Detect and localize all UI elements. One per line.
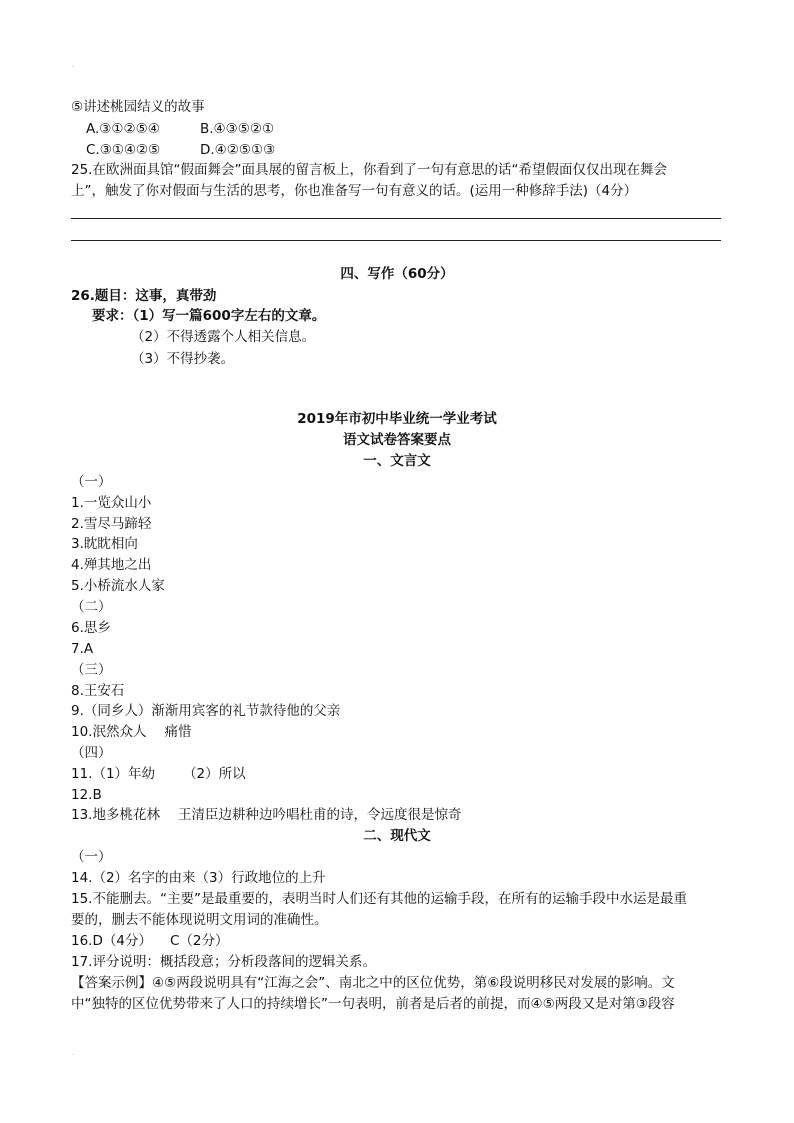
- answer-title-1: 2019年市初中毕业统一学业考试: [297, 411, 497, 427]
- answer-16a: 16.D（4分）: [71, 933, 152, 949]
- section-classical: 一、文言文: [363, 453, 431, 469]
- answer-7: 7.A: [71, 641, 94, 657]
- answer-16: [71, 932, 228, 950]
- answer-title-2: 语文试卷答案要点: [343, 432, 451, 448]
- option-a: A.③①②⑤④: [86, 121, 160, 137]
- answer-4: 4.殚其地之出: [71, 557, 152, 573]
- requirement-1: [92, 307, 325, 325]
- answer-11b: （2）所以: [183, 766, 246, 782]
- answer-13: [71, 806, 461, 824]
- option-d: D.④②⑤①③: [200, 142, 276, 158]
- q24-options-row1: [86, 120, 274, 138]
- answer-11a: 11.（1）年幼: [71, 766, 156, 782]
- answer-11: [71, 765, 246, 783]
- q25-line1: 25.在欧洲面具馆“假面舞会”面具展的留言板上，你看到了一句有意思的话“希望假面仅仅出现在舞会: [71, 162, 667, 178]
- page-dot-bottom: .: [72, 1050, 74, 1057]
- answer-10: [71, 723, 191, 741]
- answer-9: 9.（同乡人）渐渐用宾客的礼节款待他的父亲: [71, 703, 341, 719]
- answer-10b: 痛惜: [164, 724, 192, 740]
- answer-16b: C（2分）: [169, 933, 229, 949]
- requirement-label: 要求：（1）写一篇600字左右的文章。: [92, 308, 326, 324]
- q24-item5: ⑤讲述桃园结义的故事: [71, 99, 205, 115]
- answer-1: 1.一览众山小: [71, 495, 152, 511]
- subsection-3: （三）: [71, 662, 112, 678]
- subsection-4: （四）: [71, 745, 112, 761]
- requirement-3: （3）不得抄袭。: [131, 351, 235, 367]
- answer-17: 17.评分说明：概括段意；分析段落间的逻辑关系。: [71, 954, 376, 970]
- answer-14: 14.（2）名字的由来（3）行政地位的上升: [71, 870, 326, 886]
- option-b: B.④③⑤②①: [200, 121, 275, 137]
- section-modern: 二、现代文: [363, 828, 431, 844]
- answer-8: 8.王安石: [71, 683, 125, 699]
- answer-13b: 王清臣边耕种边吟唱杜甫的诗，令远度很是惊奇: [177, 807, 462, 823]
- requirement-2: （2）不得透露个人相关信息。: [131, 329, 316, 345]
- option-c: C.③①④②⑤: [86, 142, 161, 158]
- q24-options-row2: [86, 141, 275, 159]
- answer-15-line1: 15.不能删去。“主要”是最重要的，表明当时人们还有其他的运输手段，在所有的运输手段中水运是最重: [71, 891, 687, 907]
- answer-17-example-line1: 【答案示例】④⑤两段说明具有“江海之会”、南北之中的区位优势，第⑥段说明移民对发展的影响。文: [71, 975, 675, 991]
- answer-line-1: [71, 218, 721, 219]
- answer-15-line2: 要的，删去不能体现说明文用词的准确性。: [71, 912, 328, 928]
- answer-3: 3.眈眈相向: [71, 536, 138, 552]
- writing-section-title: 四、写作（60分）: [340, 266, 454, 282]
- subsection-2: （二）: [71, 599, 112, 615]
- subsection-1: （一）: [71, 474, 112, 490]
- answer-17-example-line2: 中“独特的区位优势带来了人口的持续增长”一句表明，前者是后者的前提，而④⑤两段又是对第③段容: [71, 996, 675, 1012]
- answer-line-2: [71, 240, 721, 241]
- subsection-5: （一）: [71, 849, 112, 865]
- answer-12: 12.B: [71, 787, 102, 803]
- answer-13a: 13.地多桃花林: [71, 807, 160, 823]
- answer-6: 6.思乡: [71, 620, 111, 636]
- answer-5: 5.小桥流水人家: [71, 578, 165, 594]
- q25-line2: 上”，触发了你对假面与生活的思考，你也准备写一句有意义的话。(运用一种修辞手法)（4分）: [71, 183, 638, 199]
- answer-2: 2.雪尽马蹄轻: [71, 516, 152, 532]
- q26-title: 26.题目：这事，真带劲: [71, 288, 217, 304]
- page-dot-top: .: [72, 62, 74, 69]
- answer-10a: 10.泯然众人: [71, 724, 147, 740]
